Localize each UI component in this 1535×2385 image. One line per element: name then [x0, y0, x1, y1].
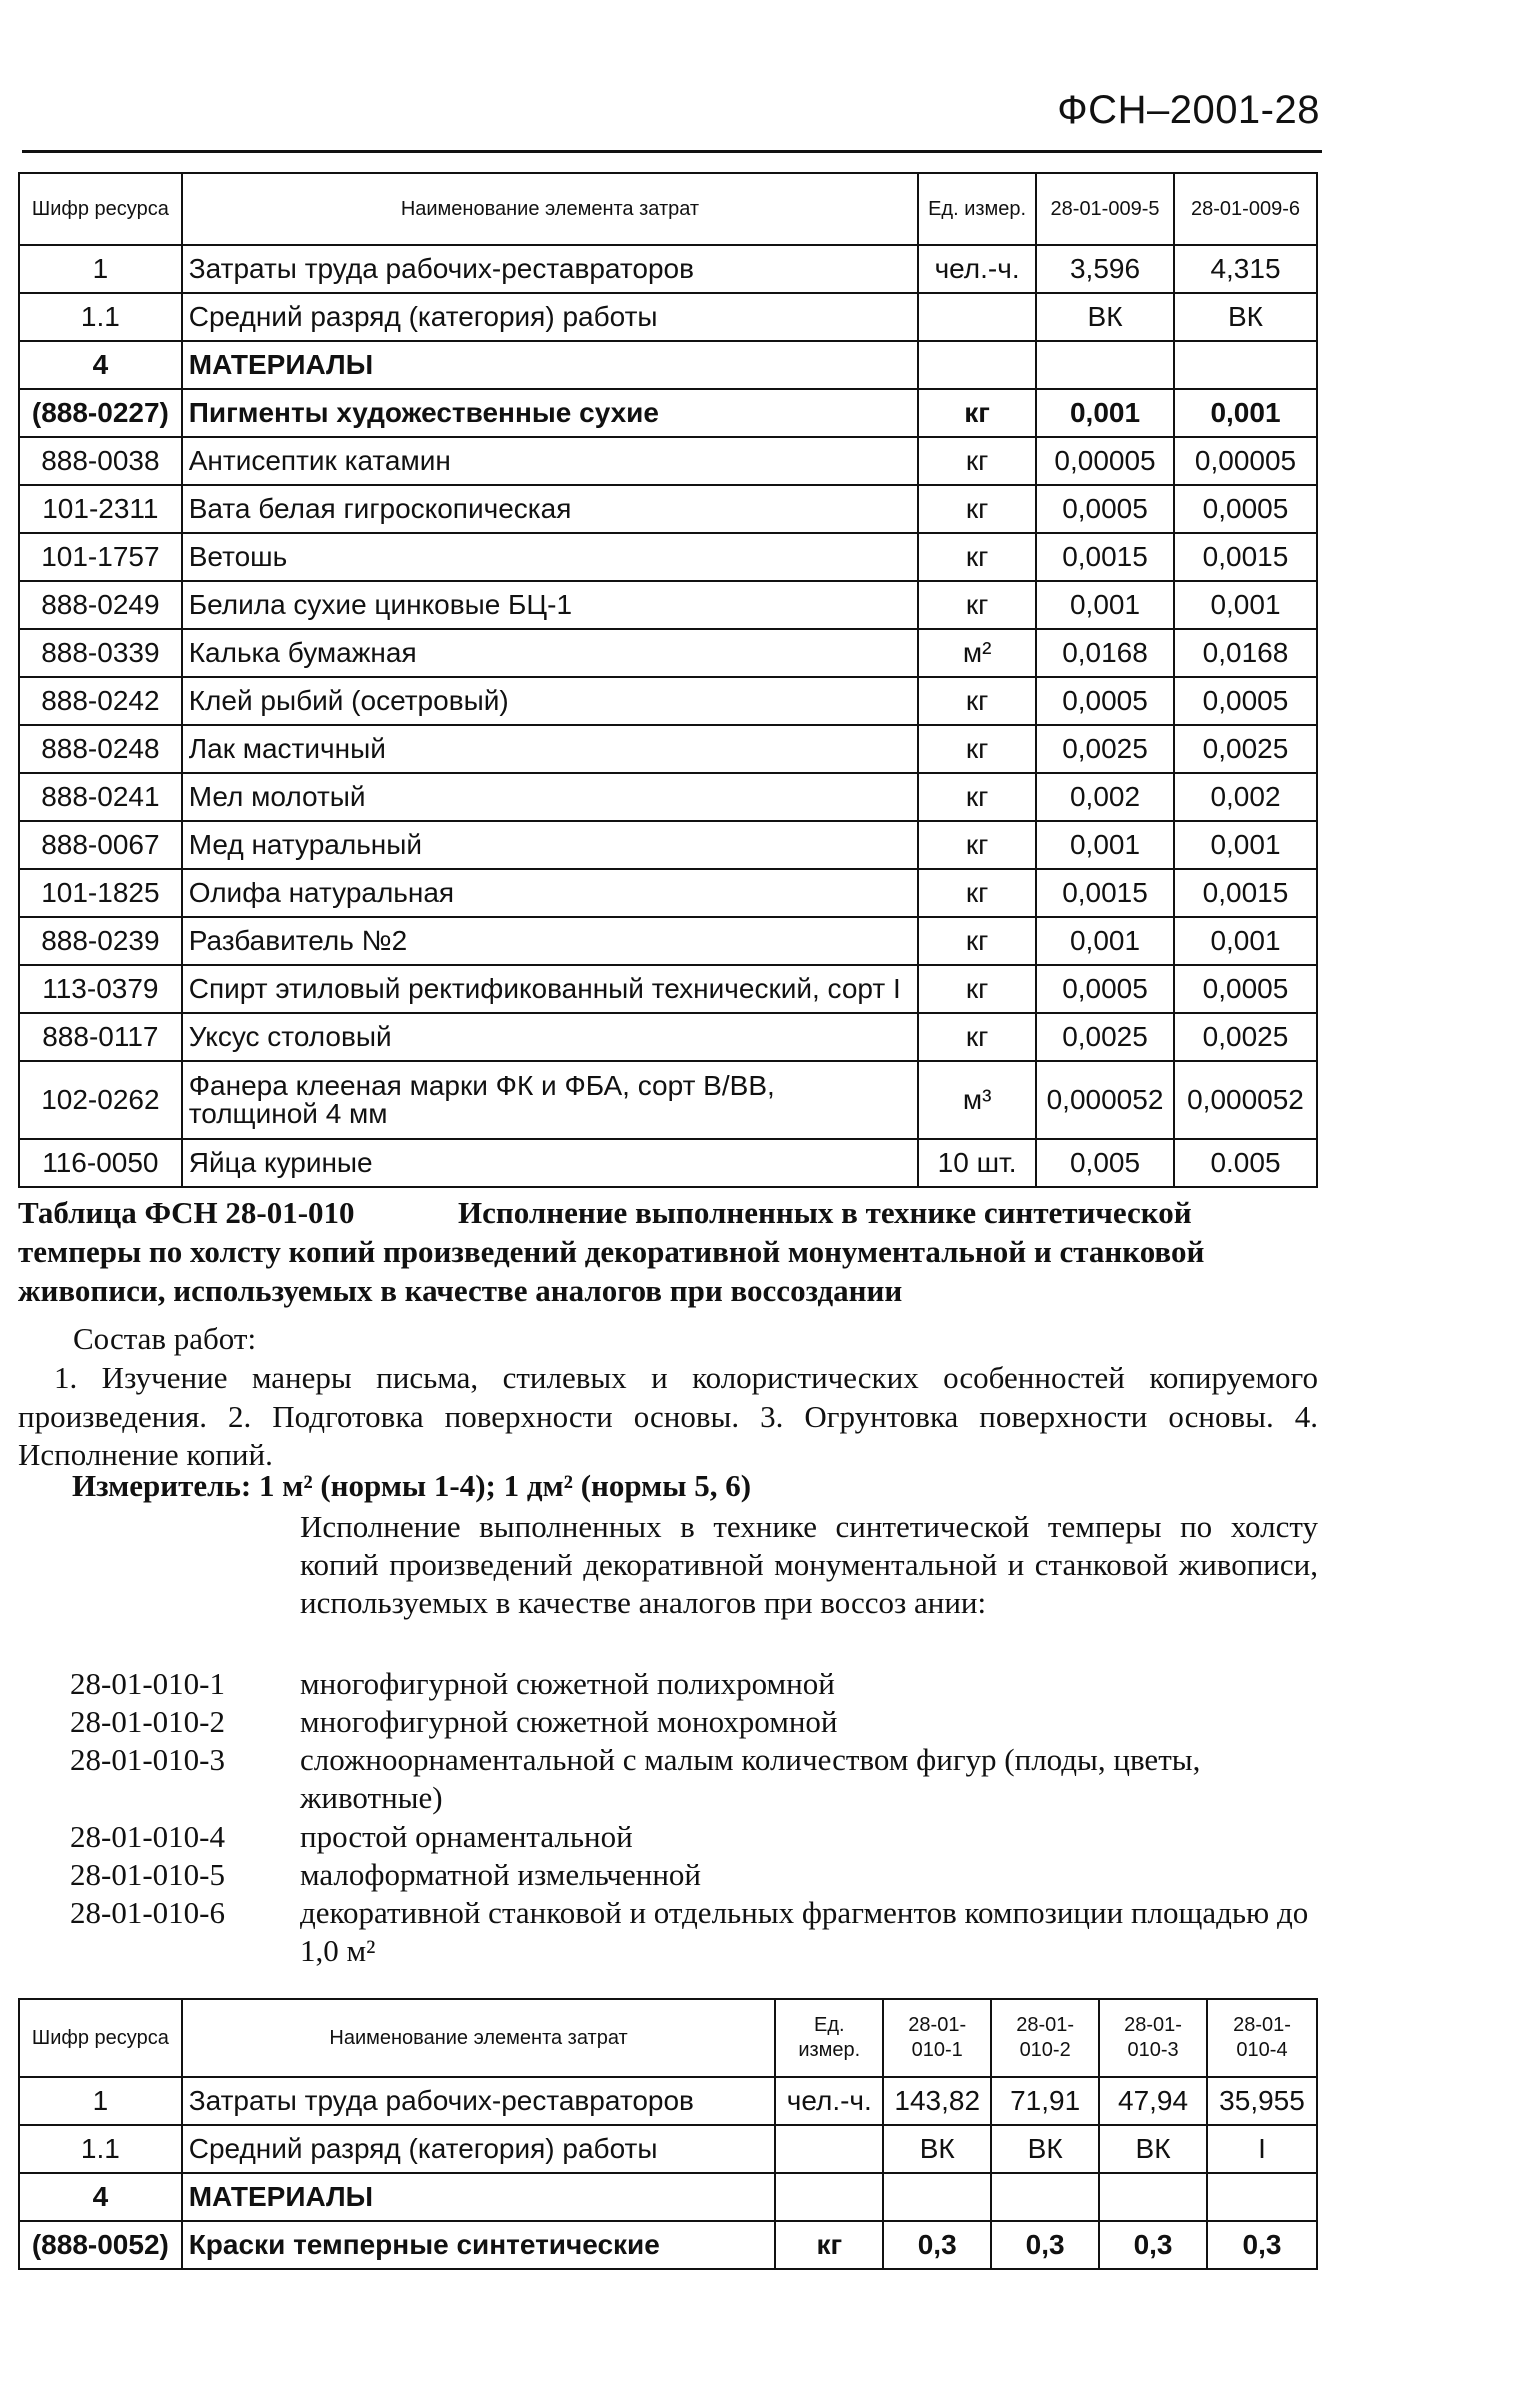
norm-value	[991, 2173, 1099, 2221]
table-row	[19, 485, 1317, 533]
norm-value: 0,0025	[1036, 1013, 1174, 1061]
resource-code: 1.1	[19, 293, 182, 341]
resource-name: Яйца куриные	[182, 1139, 918, 1187]
norm-value	[883, 2173, 991, 2221]
norm-value: ВК	[1036, 293, 1174, 341]
page-header-code: ФСН–2001-28	[1057, 88, 1320, 132]
resource-name: Белила сухие цинковые БЦ-1	[182, 581, 918, 629]
resource-code: 116-0050	[19, 1139, 182, 1187]
norm-value: 0,0015	[1036, 869, 1174, 917]
norm-value: 0,0005	[1174, 677, 1317, 725]
table-row	[19, 629, 1317, 677]
norm-variant-code: 28-01-010-4	[70, 1818, 225, 1854]
resource-name: Клей рыбий (осетровый)	[182, 677, 918, 725]
table-row	[19, 773, 1317, 821]
norm-value: 143,82	[883, 2077, 991, 2125]
resource-unit: м³	[918, 1061, 1036, 1139]
norm-variant-text: простой орнаментальной	[300, 1818, 633, 1854]
norm-value: 0,0005	[1174, 965, 1317, 1013]
norm-value: 0,001	[1036, 917, 1174, 965]
norm-value: 0,001	[1036, 389, 1174, 437]
resource-table-2-body	[19, 2077, 1317, 2269]
norm-value: I	[1207, 2125, 1317, 2173]
resource-table-1	[18, 172, 1318, 1188]
table-row	[19, 869, 1317, 917]
resource-code: 101-1825	[19, 869, 182, 917]
norm-variant-text: многофигурной сюжетной монохромной	[300, 1704, 838, 1740]
resource-code: 888-0241	[19, 773, 182, 821]
resource-name: Лак мастичный	[182, 725, 918, 773]
norm-value: 0,001	[1036, 821, 1174, 869]
norm-variant	[70, 1856, 1320, 1894]
resource-unit: кг	[918, 677, 1036, 725]
resource-name: Пигменты художественные сухие	[182, 389, 918, 437]
norm-value: 3,596	[1036, 245, 1174, 293]
norm-value: 0,0025	[1174, 725, 1317, 773]
resource-code: 888-0239	[19, 917, 182, 965]
table-row	[19, 437, 1317, 485]
resource-name: Спирт этиловый ректификованный технический, сорт I	[182, 965, 918, 1013]
norm-value: 71,91	[991, 2077, 1099, 2125]
resource-unit: м²	[918, 629, 1036, 677]
norm-variant-code: 28-01-010-1	[70, 1666, 225, 1701]
resource-name: Ветошь	[182, 533, 918, 581]
col-header-code: Шифр ресурса	[19, 1999, 182, 2077]
table-row	[19, 1139, 1317, 1187]
resource-unit: кг	[918, 821, 1036, 869]
resource-code: 888-0242	[19, 677, 182, 725]
resource-name: Калька бумажная	[182, 629, 918, 677]
work-composition-label: Состав работ:	[73, 1321, 257, 1356]
norm-value: 0,001	[1174, 917, 1317, 965]
norm-variant	[70, 1818, 1320, 1856]
resource-code: 1	[19, 2077, 182, 2125]
table-row	[19, 533, 1317, 581]
resource-table-1-body	[19, 245, 1317, 1187]
resource-unit: кг	[918, 485, 1036, 533]
resource-code: 101-2311	[19, 485, 182, 533]
table-row	[19, 2077, 1317, 2125]
norm-value: 0,001	[1174, 821, 1317, 869]
col-header-norm-2: 28-01-010-2	[991, 1999, 1099, 2077]
norm-value: 0.005	[1174, 1139, 1317, 1187]
resource-code: 102-0262	[19, 1061, 182, 1139]
resource-unit: кг	[918, 389, 1036, 437]
norm-variant-text: сложноорнаментальной с малым количеством фигур (плоды, цветы, животные)	[300, 1742, 1201, 1816]
resource-unit: чел.-ч.	[918, 245, 1036, 293]
norm-value: 4,315	[1174, 245, 1317, 293]
table-caption	[18, 1194, 1318, 1310]
resource-unit: кг	[918, 773, 1036, 821]
resource-unit: чел.-ч.	[775, 2077, 883, 2125]
norm-value: ВК	[883, 2125, 991, 2173]
table-row	[19, 341, 1317, 389]
table-row	[19, 917, 1317, 965]
norm-value: 0,005	[1036, 1139, 1174, 1187]
norm-value	[1099, 2173, 1207, 2221]
norm-value: 0,0025	[1174, 1013, 1317, 1061]
norm-variant-code: 28-01-010-5	[70, 1856, 225, 1892]
norm-value: 0,0005	[1036, 677, 1174, 725]
norm-variant	[70, 1741, 1320, 1817]
table-row	[19, 1061, 1317, 1139]
resource-code: (888-0227)	[19, 389, 182, 437]
norm-variant-text: малоформатной измельченной	[300, 1856, 702, 1892]
resource-unit: кг	[918, 917, 1036, 965]
col-header-name: Наименование элемента затрат	[182, 173, 918, 245]
resource-unit	[775, 2173, 883, 2221]
table-row	[19, 245, 1317, 293]
table-row	[19, 2173, 1317, 2221]
table-row	[19, 965, 1317, 1013]
resource-name: Мед натуральный	[182, 821, 918, 869]
resource-name: Олифа натуральная	[182, 869, 918, 917]
table-row	[19, 725, 1317, 773]
resource-name: МАТЕРИАЛЫ	[182, 2173, 776, 2221]
header-rule	[22, 150, 1322, 153]
resource-name: Фанера клееная марки ФК и ФБА, сорт В/ВВ, толщиной 4 мм	[182, 1061, 918, 1139]
work-composition	[18, 1320, 1318, 1475]
col-header-norm-2: 28-01-009-6	[1174, 173, 1317, 245]
resource-name: Средний разряд (категория) работы	[182, 293, 918, 341]
norm-value: 0,0005	[1036, 965, 1174, 1013]
norm-value	[1036, 341, 1174, 389]
col-header-norm-4: 28-01-010-4	[1207, 1999, 1317, 2077]
resource-name: Средний разряд (категория) работы	[182, 2125, 776, 2173]
norm-variant-list	[70, 1665, 1320, 1970]
resource-unit: кг	[918, 965, 1036, 1013]
norm-variant-text: многофигурной сюжетной полихромной	[300, 1666, 835, 1701]
table-row	[19, 389, 1317, 437]
resource-code: 888-0249	[19, 581, 182, 629]
resource-code: 1	[19, 245, 182, 293]
resource-name: Краски темперные синтетические	[182, 2221, 776, 2269]
norm-value: 35,955	[1207, 2077, 1317, 2125]
norm-value: 0,00005	[1174, 437, 1317, 485]
resource-code: (888-0052)	[19, 2221, 182, 2269]
resource-code: 4	[19, 341, 182, 389]
table-row	[19, 2221, 1317, 2269]
resource-name: МАТЕРИАЛЫ	[182, 341, 918, 389]
norm-value: 0,3	[1099, 2221, 1207, 2269]
resource-table-2	[18, 1998, 1318, 2270]
norm-value: 0,3	[883, 2221, 991, 2269]
norm-value: 0,3	[991, 2221, 1099, 2269]
norm-value: 0,002	[1036, 773, 1174, 821]
norm-value: 0,000052	[1036, 1061, 1174, 1139]
resource-unit	[918, 293, 1036, 341]
norm-value: 0,0005	[1036, 485, 1174, 533]
table-row	[19, 2125, 1317, 2173]
col-header-norm-1: 28-01-009-5	[1036, 173, 1174, 245]
resource-unit	[918, 341, 1036, 389]
norm-value: 0,0005	[1174, 485, 1317, 533]
norm-value: 47,94	[1099, 2077, 1207, 2125]
norm-value: 0,0168	[1174, 629, 1317, 677]
resource-code: 4	[19, 2173, 182, 2221]
table-caption-title: Таблица ФСН 28-01-010	[18, 1195, 355, 1230]
table-caption-text: Исполнение выполненных в технике синтетической темперы по холсту копий произведений декоративной монументальной и станковой живописи, используемых в качестве аналогов при воссоздании	[18, 1195, 1205, 1308]
resource-code: 888-0248	[19, 725, 182, 773]
norm-variant-code: 28-01-010-2	[70, 1704, 225, 1740]
resource-unit: кг	[918, 1013, 1036, 1061]
norm-value: 0,002	[1174, 773, 1317, 821]
resource-code: 888-0339	[19, 629, 182, 677]
measure-unit: Измеритель: 1 м² (нормы 1-4); 1 дм² (нормы 5, 6)	[72, 1468, 752, 1503]
table-row	[19, 677, 1317, 725]
col-header-unit: Ед. измер.	[918, 173, 1036, 245]
table-row	[19, 581, 1317, 629]
resource-name: Антисептик катамин	[182, 437, 918, 485]
resource-code: 101-1757	[19, 533, 182, 581]
norm-value: 0,001	[1174, 389, 1317, 437]
table-row	[19, 821, 1317, 869]
norm-variant	[70, 1703, 1320, 1741]
resource-code: 113-0379	[19, 965, 182, 1013]
resource-code: 1.1	[19, 2125, 182, 2173]
norm-variant-text: декоративной станковой и отдельных фрагментов композиции площадью до 1,0 м²	[300, 1894, 1309, 1968]
norm-value	[1207, 2173, 1317, 2221]
resource-code: 888-0038	[19, 437, 182, 485]
norm-value: 0,0015	[1174, 869, 1317, 917]
norm-value: ВК	[991, 2125, 1099, 2173]
norm-value: ВК	[1174, 293, 1317, 341]
table-row	[19, 1013, 1317, 1061]
col-header-name: Наименование элемента затрат	[182, 1999, 776, 2077]
resource-unit: кг	[918, 725, 1036, 773]
resource-name: Разбавитель №2	[182, 917, 918, 965]
resource-unit: кг	[918, 581, 1036, 629]
resource-name: Уксус столовый	[182, 1013, 918, 1061]
norm-value	[1174, 341, 1317, 389]
norm-variant	[70, 1894, 1320, 1970]
resource-name: Вата белая гигроскопическая	[182, 485, 918, 533]
norm-value: 0,0015	[1174, 533, 1317, 581]
norm-value: ВК	[1099, 2125, 1207, 2173]
resource-unit: кг	[918, 869, 1036, 917]
norm-value: 0,0168	[1036, 629, 1174, 677]
table-row	[19, 293, 1317, 341]
norm-value: 0,0025	[1036, 725, 1174, 773]
norm-variant-code: 28-01-010-3	[70, 1742, 225, 1778]
resource-unit: 10 шт.	[918, 1139, 1036, 1187]
norm-description: Исполнение выполненных в технике синтетической темперы по холсту копий произведений декоративной монументальной и станковой живописи, используемых в качестве аналогов при воссоз ании:	[300, 1509, 1318, 1621]
col-header-unit: Ед. измер.	[775, 1999, 883, 2077]
norm-value: 0,3	[1207, 2221, 1317, 2269]
norm-value: 0,001	[1036, 581, 1174, 629]
resource-name: Затраты труда рабочих-реставраторов	[182, 2077, 776, 2125]
resource-name: Мел молотый	[182, 773, 918, 821]
resource-unit: кг	[918, 533, 1036, 581]
work-composition-text: 1. Изучение манеры письма, стилевых и колористических особенностей копируемого произведения. 2. Подготовка поверхности основы. 3. Огрунтовка поверхности основы. 4. Исполнение копий.	[18, 1359, 1318, 1473]
resource-code: 888-0067	[19, 821, 182, 869]
resource-unit: кг	[775, 2221, 883, 2269]
resource-name: Затраты труда рабочих-реставраторов	[182, 245, 918, 293]
norm-value: 0,00005	[1036, 437, 1174, 485]
norm-value: 0,000052	[1174, 1061, 1317, 1139]
col-header-norm-3: 28-01-010-3	[1099, 1999, 1207, 2077]
resource-code: 888-0117	[19, 1013, 182, 1061]
resource-unit: кг	[918, 437, 1036, 485]
norm-variant-code: 28-01-010-6	[70, 1894, 225, 1930]
col-header-norm-1: 28-01-010-1	[883, 1999, 991, 2077]
col-header-code: Шифр ресурса	[19, 173, 182, 245]
norm-value: 0,001	[1174, 581, 1317, 629]
norm-variant	[70, 1665, 1320, 1703]
resource-unit	[775, 2125, 883, 2173]
norm-value: 0,0015	[1036, 533, 1174, 581]
